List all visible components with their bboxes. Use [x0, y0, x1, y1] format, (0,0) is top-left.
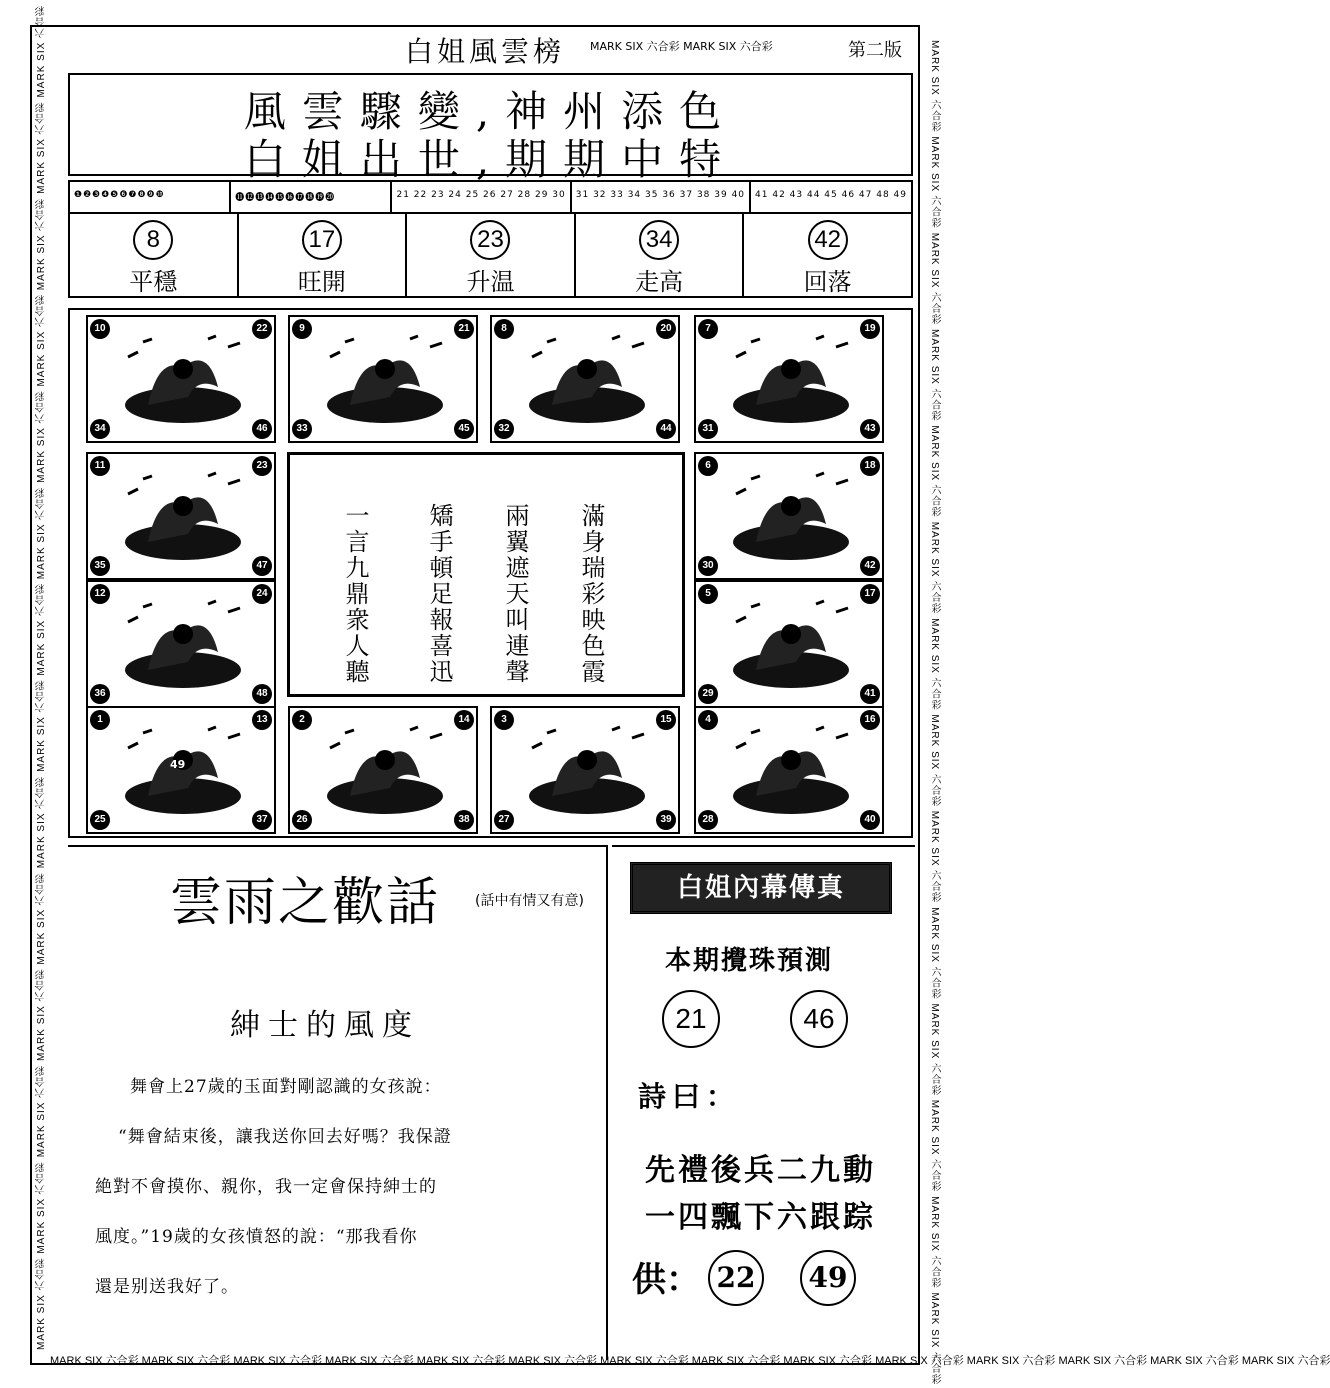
number-cell — [70, 214, 239, 296]
corner-number: 32 — [494, 419, 514, 439]
illustration-icon — [492, 317, 682, 445]
picture-cell — [694, 452, 884, 580]
number-label: 回落 — [803, 268, 852, 296]
corner-number: 47 — [252, 556, 272, 576]
number-strip-cell: 31 32 33 34 35 36 37 38 39 40 — [572, 182, 751, 212]
corner-number: 31 — [698, 419, 718, 439]
corner-number: 34 — [90, 419, 110, 439]
corner-number: 33 — [292, 419, 312, 439]
illustration-icon — [696, 582, 886, 710]
corner-number: 10 — [90, 319, 110, 339]
corner-number: 35 — [90, 556, 110, 576]
illustration-icon — [88, 708, 278, 836]
corner-number: 15 — [656, 710, 676, 730]
masthead-title: 白姐風雲榜 — [405, 35, 566, 68]
bottom-border-text: MARK SIX 六合彩 MARK SIX 六合彩 MARK SIX 六合彩 MARK SIX 六合彩 MARK SIX 六合彩 MARK SIX 六合彩 MARK SIX 六合彩 MARK SIX 六合彩 MARK SIX 六合彩 MARK SIX 六合彩 MARK SIX 六合彩 MARK SIX 六合彩 MARK SIX 六合彩 MARK SIX 六合彩 — [50, 1355, 1330, 1367]
number-cell — [576, 214, 745, 296]
slogan-box — [68, 73, 913, 184]
joke-subtitle: (話中有情又有意) — [475, 893, 584, 909]
illustration-icon — [696, 317, 886, 445]
number-label: 走高 — [635, 268, 684, 296]
corner-number: 7 — [698, 319, 718, 339]
corner-number: 6 — [698, 456, 718, 476]
corner-number: 4 — [698, 710, 718, 730]
corner-number: 37 — [252, 810, 272, 830]
number-strip-cell: 21 22 23 24 25 26 27 28 29 30 — [392, 182, 571, 212]
story-line: 風度。”19歲的女孩憤怒的說：“那我看你 — [95, 1227, 418, 1247]
corner-number: 25 — [90, 810, 110, 830]
number-strip-cell: 41 42 43 44 45 46 47 48 49 — [755, 190, 907, 200]
inside-banner: 白姐內幕傳真 — [630, 862, 892, 914]
corner-number: 18 — [860, 456, 880, 476]
number-label: 平穩 — [129, 268, 178, 296]
story-line: 舞會上27歲的玉面對剛認識的女孩說： — [130, 1077, 442, 1097]
corner-number: 20 — [656, 319, 676, 339]
corner-number: 30 — [698, 556, 718, 576]
number-label: 旺開 — [297, 268, 346, 296]
poem-label: 詩曰： — [638, 1080, 741, 1113]
corner-number: 26 — [292, 810, 312, 830]
corner-number: 16 — [860, 710, 880, 730]
number-strip-cell: ❶❷❸❹❺❻❼❽❾❿ — [70, 182, 231, 212]
corner-number: 23 — [252, 456, 272, 476]
corner-number: 13 — [252, 710, 272, 730]
picture-cell — [288, 315, 478, 443]
corner-number: 48 — [252, 684, 272, 704]
number-label: 升温 — [466, 268, 515, 296]
joke-title: 雲雨之歡話 — [170, 873, 441, 933]
corner-number: 43 — [860, 419, 880, 439]
picture-cell — [694, 315, 884, 443]
corner-number: 46 — [252, 419, 272, 439]
number-cell — [744, 214, 911, 296]
corner-number: 1 — [90, 710, 110, 730]
circled-number: 23 — [470, 220, 510, 260]
picture-cell — [490, 315, 680, 443]
corner-number: 17 — [860, 584, 880, 604]
number-cell — [239, 214, 408, 296]
circled-number: 42 — [808, 220, 848, 260]
corner-number: 11 — [90, 456, 110, 476]
header-strip: MARK SIX 六合彩 MARK SIX 六合彩 — [590, 40, 773, 53]
corner-number: 3 — [494, 710, 514, 730]
illustration-icon — [290, 317, 480, 445]
poem-column-4: 一言九鼎衆人聽 — [341, 503, 369, 685]
illustration-icon — [696, 454, 886, 582]
picture-cell — [86, 315, 276, 443]
picture-cell — [86, 580, 276, 708]
picture-cell — [490, 706, 680, 834]
right-border-text: MARK SIX 六合彩 MARK SIX 六合彩 MARK SIX 六合彩 MARK SIX 六合彩 MARK SIX 六合彩 MARK SIX 六合彩 MARK SIX 六合彩 MARK SIX 六合彩 MARK SIX 六合彩 MARK SIX 六合彩 MARK SIX 六合彩 MARK SIX 六合彩 MARK SIX 六合彩 MARK SIX 六合彩 — [929, 40, 940, 1386]
circled-number: 8 — [133, 220, 173, 260]
corner-number: 36 — [90, 684, 110, 704]
story-line: 絶對不會摸你、親你，我一定會保持紳士的 — [95, 1177, 437, 1197]
edition-label: 第二版 — [848, 40, 902, 61]
corner-number: 40 — [860, 810, 880, 830]
corner-number: 29 — [698, 684, 718, 704]
poem-box — [287, 452, 685, 697]
picture-cell — [86, 706, 276, 834]
poem-column-1: 滿身瑞彩映色霞 — [577, 503, 605, 685]
gong-label: 供： — [632, 1260, 700, 1300]
left-border-text: MARK SIX 六合彩 MARK SIX 六合彩 MARK SIX 六合彩 MARK SIX 六合彩 MARK SIX 六合彩 MARK SIX 六合彩 MARK SIX 六合彩 MARK SIX 六合彩 MARK SIX 六合彩 MARK SIX 六合彩 MARK SIX 六合彩 MARK SIX 六合彩 MARK SIX 六合彩 MARK SIX 六合彩 — [36, 4, 47, 1350]
illustration-icon — [290, 708, 480, 836]
slogan-line-1: 風雲驟變,神州添色 — [243, 87, 738, 136]
corner-number: 24 — [252, 584, 272, 604]
prediction-title: 本期攪珠預測 — [665, 946, 834, 976]
picture-cell — [288, 706, 478, 834]
story-title: 紳士的風度 — [230, 1008, 420, 1043]
corner-number: 41 — [860, 684, 880, 704]
picture-mid-number: 49 — [170, 758, 186, 771]
number-strip — [70, 182, 911, 214]
number-strip-cell: ⓫⓬⓭⓮⓯⓰⓱⓲⓳⓴ — [231, 182, 392, 212]
corner-number: 5 — [698, 584, 718, 604]
poem-column-2: 兩翼遮天叫連聲 — [501, 503, 529, 685]
corner-number: 19 — [860, 319, 880, 339]
corner-number: 28 — [698, 810, 718, 830]
corner-number: 39 — [656, 810, 676, 830]
circled-number: 17 — [302, 220, 342, 260]
corner-number: 9 — [292, 319, 312, 339]
number-cell — [407, 214, 576, 296]
corner-number: 14 — [454, 710, 474, 730]
poem-column-3: 矯手頓足報喜迅 — [425, 503, 453, 685]
illustration-icon — [88, 582, 278, 710]
corner-number: 45 — [454, 419, 474, 439]
corner-number: 8 — [494, 319, 514, 339]
corner-number: 38 — [454, 810, 474, 830]
illustration-icon — [88, 454, 278, 582]
corner-number: 12 — [90, 584, 110, 604]
prediction-ball: 46 — [790, 990, 848, 1048]
corner-number: 22 — [252, 319, 272, 339]
circled-number: 34 — [639, 220, 679, 260]
corner-number: 44 — [656, 419, 676, 439]
number-row — [70, 214, 911, 296]
inside-poem-line: 先禮後兵二九動 — [645, 1153, 876, 1188]
slogan-line-2: 白姐出世,期期中特 — [243, 135, 738, 184]
picture-cell — [694, 580, 884, 708]
inside-poem-line: 一四飄下六跟踪 — [645, 1200, 876, 1235]
illustration-icon — [492, 708, 682, 836]
story-line: “舞會結束後，讓我送你回去好嗎？我保證 — [118, 1127, 452, 1147]
corner-number: 21 — [454, 319, 474, 339]
illustration-icon — [696, 708, 886, 836]
corner-number: 42 — [860, 556, 880, 576]
picture-cell — [86, 452, 276, 580]
gong-ball: 22 — [708, 1250, 764, 1306]
corner-number: 27 — [494, 810, 514, 830]
story-line: 還是别送我好了。 — [95, 1277, 239, 1297]
number-panel — [68, 180, 913, 298]
corner-number: 2 — [292, 710, 312, 730]
picture-cell — [694, 706, 884, 834]
gong-ball: 49 — [800, 1250, 856, 1306]
prediction-ball: 21 — [662, 990, 720, 1048]
illustration-icon — [88, 317, 278, 445]
